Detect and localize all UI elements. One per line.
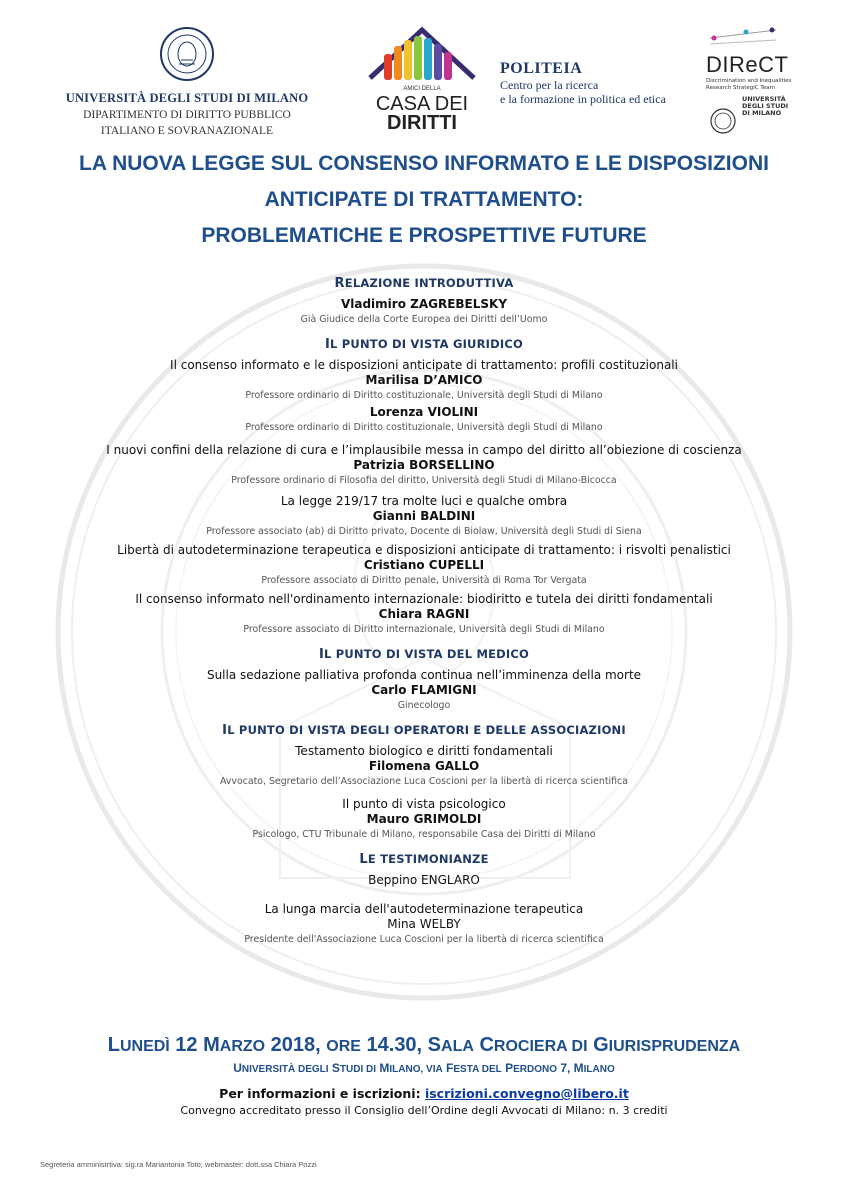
info-line bbox=[0, 1086, 848, 1101]
direct-uni-3: DI MILANO bbox=[742, 109, 782, 117]
program bbox=[0, 270, 848, 949]
talk-title: I nuovi confini della relazione di cura e l’implausibile messa in campo del diritto all’obiezione di coscienza bbox=[106, 443, 742, 457]
direct-uni-2: DEGLI STUDI bbox=[742, 102, 789, 110]
direct-unimi-seal-icon bbox=[710, 108, 736, 134]
section-heading-giuridico: IL PUNTO DI VISTA GIURIDICO bbox=[325, 337, 523, 352]
affiliation-borsellino: Professore ordinario di Filosofia del diritto, Università degli Studi di Milano-Bicocca bbox=[231, 475, 617, 486]
title-line-2: ANTICIPATE DI TRATTAMENTO: bbox=[264, 188, 584, 211]
talk-title: La legge 219/17 tra molte luci e qualche ombra bbox=[280, 494, 568, 508]
talk-title: Testamento biologico e diritti fondamentali bbox=[295, 744, 553, 758]
info-label: Per informazioni e iscrizioni: bbox=[219, 1086, 425, 1101]
footer-credits: Segreteria amministrtiva: sig.ra Mariantonia Toto; webmaster: dott.ssa Chiara Pozzi bbox=[40, 1160, 317, 1169]
event-address: UNIVERSITÀ DEGLI STUDI DI MILANO, VIA FESTA DEL PERDONO 7, MILANO bbox=[233, 1061, 615, 1075]
speaker-ragni: Chiara RAGNI bbox=[378, 607, 470, 621]
raised-hands-icon bbox=[384, 36, 452, 80]
page-title bbox=[0, 146, 848, 254]
department-line-1: DIPARTIMENTO DI DIRITTO PUBBLICO bbox=[83, 109, 291, 121]
credits-line: Convegno accreditato presso il Consiglio dell’Ordine degli Avvocati di Milano: n. 3 crediti bbox=[180, 1104, 668, 1117]
direct-name: DIReCT bbox=[706, 52, 789, 77]
direct-uni-1: UNIVERSITÀ bbox=[742, 95, 786, 103]
talk-title: Il punto di vista psicologico bbox=[342, 797, 506, 811]
section-heading-testimonianze: LE TESTIMONIANZE bbox=[359, 852, 489, 867]
email-link[interactable]: iscrizioni.convegno@libero.it bbox=[424, 1086, 629, 1101]
casa-line-3: DIRITTI bbox=[387, 112, 457, 132]
speaker-damico: Marilisa D’AMICO bbox=[365, 373, 483, 387]
event-date-venue: LUNEDÌ 12 MARZO 2018, ORE 14.30, SALA CROCIERA DI GIURISPRUDENZA bbox=[107, 1034, 741, 1056]
politeia-line-1: Centro per la ricerca bbox=[500, 78, 599, 92]
talk-title: La lunga marcia dell'autodeterminazione terapeutica bbox=[264, 902, 584, 916]
title-line-3: PROBLEMATICHE E PROSPETTIVE FUTURE bbox=[201, 224, 647, 247]
direct-sub-2: Research StrategiC Team bbox=[706, 85, 775, 91]
affiliation-zagrebelsky: Già Giudice della Corte Europea dei Diritti dell’Uomo bbox=[300, 314, 548, 325]
section-heading-relazione: RELAZIONE INTRODUTTIVA bbox=[334, 276, 514, 291]
section-heading-operatori: IL PUNTO DI VISTA DEGLI OPERATORI E DELLE ASSOCIAZIONI bbox=[222, 723, 626, 738]
university-name: UNIVERSITÀ DEGLI STUDI DI MILANO bbox=[65, 91, 309, 105]
talk-title: Il consenso informato e le disposizioni anticipate di trattamento: profili costituzionali bbox=[170, 358, 678, 372]
affiliation-damico: Professore ordinario di Diritto costituzionale, Università degli Studi di Milano bbox=[245, 390, 603, 401]
affiliation-welby: Presidente dell'Associazione Luca Coscioni per la libertà di ricerca scientifica bbox=[244, 934, 604, 945]
direct-sub-1: Discrimination and Inequalities bbox=[706, 78, 792, 84]
politeia-line-2: e la formazione in politica ed etica bbox=[500, 92, 666, 106]
speaker-baldini: Gianni BALDINI bbox=[372, 509, 476, 523]
event-details bbox=[0, 1034, 848, 1075]
speaker-flamigni: Carlo FLAMIGNI bbox=[371, 683, 477, 697]
speaker-gallo: Filomena GALLO bbox=[368, 759, 480, 773]
affiliation-ragni: Professore associato di Diritto internazionale, Università degli Studi di Milano bbox=[243, 624, 605, 635]
affiliation-violini: Professore ordinario di Diritto costituzionale, Università degli Studi di Milano bbox=[245, 422, 603, 433]
affiliation-cupelli: Professore associato di Diritto penale, Università di Roma Tor Vergata bbox=[261, 575, 587, 586]
politeia-block bbox=[500, 60, 666, 106]
speaker-grimoldi: Mauro GRIMOLDI bbox=[366, 812, 482, 826]
header bbox=[0, 0, 848, 140]
direct-logo-block bbox=[706, 22, 818, 117]
affiliation-gallo: Avvocato, Segretario dell’Associazione Luca Coscioni per la libertà di ricerca scientifica bbox=[220, 776, 628, 787]
section-heading-medico: IL PUNTO DI VISTA DEL MEDICO bbox=[318, 647, 529, 662]
speaker-borsellino: Patrizia BORSELLINO bbox=[353, 458, 495, 472]
department-line-2: ITALIANO E SOVRANAZIONALE bbox=[100, 125, 274, 137]
unimi-seal-icon bbox=[159, 26, 215, 82]
title-line-1: LA NUOVA LEGGE SUL CONSENSO INFORMATO E LE DISPOSIZIONI bbox=[79, 152, 769, 175]
speaker-zagrebelsky: Vladimiro ZAGREBELSKY bbox=[340, 297, 508, 311]
speaker-englaro: Beppino ENGLARO bbox=[368, 873, 480, 887]
casa-dei-diritti-logo bbox=[362, 24, 482, 132]
unimi-logo-block bbox=[62, 26, 312, 138]
direct-dots-icon bbox=[706, 22, 818, 46]
talk-title: Sulla sedazione palliativa profonda continua nell’imminenza della morte bbox=[206, 668, 642, 682]
affiliation-grimoldi: Psicologo, CTU Tribunale di Milano, responsabile Casa dei Diritti di Milano bbox=[252, 829, 596, 840]
casa-line-1: AMICI DELLA bbox=[403, 86, 441, 92]
speaker-violini: Lorenza VIOLINI bbox=[369, 405, 479, 419]
talk-title: Il consenso informato nell'ordinamento internazionale: biodiritto e tutela dei diritti fondamentali bbox=[135, 592, 713, 606]
speaker-welby: Mina WELBY bbox=[387, 917, 461, 931]
politeia-name: POLITEIA bbox=[500, 60, 583, 77]
talk-title: Libertà di autodeterminazione terapeutica e disposizioni anticipate di trattamento: i risvolti penalistici bbox=[117, 543, 731, 557]
speaker-cupelli: Cristiano CUPELLI bbox=[363, 558, 485, 572]
affiliation-flamigni: Ginecologo bbox=[397, 700, 451, 711]
info-block bbox=[0, 1086, 848, 1117]
casa-line-2: CASA DEI bbox=[375, 93, 469, 115]
affiliation-baldini: Professore associato (ab) di Diritto privato, Docente di Biolaw, Università degli Studi di Siena bbox=[206, 526, 642, 537]
